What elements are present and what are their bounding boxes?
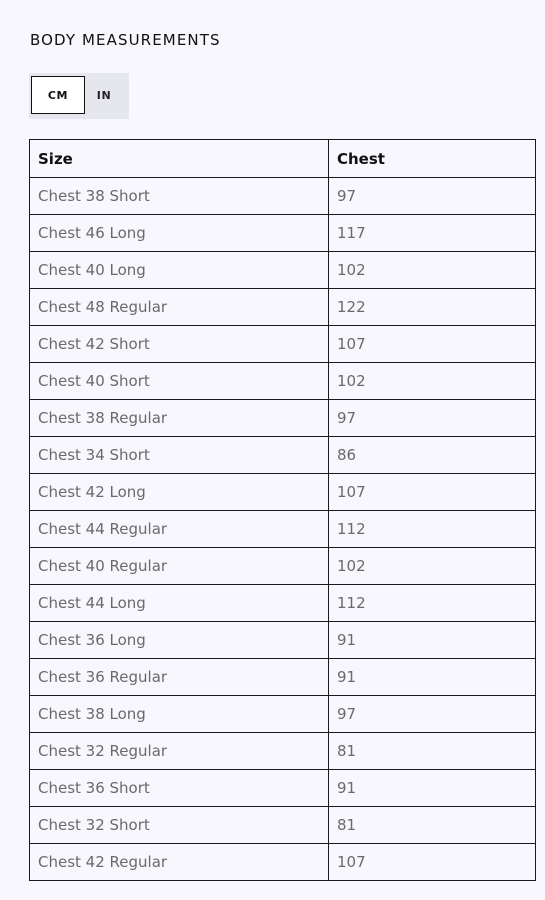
size-cell: Chest 40 Short [30,363,329,400]
chest-cell: 97 [329,178,536,215]
table-row [30,659,536,696]
table-row [30,844,536,881]
chest-cell: 81 [329,733,536,770]
table-row [30,474,536,511]
size-cell: Chest 48 Regular [30,289,329,326]
chest-cell: 122 [329,289,536,326]
size-cell: Chest 38 Short [30,178,329,215]
table-row [30,733,536,770]
size-cell: Chest 46 Long [30,215,329,252]
table-row [30,437,536,474]
header-size: Size [30,140,329,178]
table-row [30,363,536,400]
chest-cell: 107 [329,474,536,511]
chest-cell: 91 [329,770,536,807]
table-row [30,585,536,622]
table-body [30,178,536,881]
chest-cell: 102 [329,252,536,289]
size-cell: Chest 32 Short [30,807,329,844]
table-row [30,622,536,659]
chest-cell: 81 [329,807,536,844]
size-cell: Chest 38 Regular [30,400,329,437]
unit-toggle [29,73,129,119]
table-row [30,215,536,252]
size-cell: Chest 42 Short [30,326,329,363]
size-cell: Chest 42 Regular [30,844,329,881]
chest-cell: 102 [329,548,536,585]
chest-cell: 86 [329,437,536,474]
section-title: BODY MEASUREMENTS [30,31,221,49]
measurements-table [29,139,536,881]
table-row [30,400,536,437]
table-row [30,807,536,844]
table-row [30,178,536,215]
table-row [30,548,536,585]
chest-cell: 112 [329,585,536,622]
size-cell: Chest 36 Regular [30,659,329,696]
chest-cell: 102 [329,363,536,400]
size-cell: Chest 40 Regular [30,548,329,585]
size-cell: Chest 44 Long [30,585,329,622]
size-cell: Chest 32 Regular [30,733,329,770]
table-row [30,252,536,289]
size-cell: Chest 40 Long [30,252,329,289]
table-row [30,511,536,548]
chest-cell: 97 [329,400,536,437]
table-row [30,770,536,807]
chest-cell: 91 [329,659,536,696]
table-row [30,696,536,733]
size-cell: Chest 42 Long [30,474,329,511]
header-chest: Chest [329,140,536,178]
size-cell: Chest 44 Regular [30,511,329,548]
table-header-row [30,140,536,178]
unit-in-button[interactable]: IN [96,88,112,102]
table-row [30,326,536,363]
chest-cell: 107 [329,844,536,881]
size-cell: Chest 36 Long [30,622,329,659]
chest-cell: 97 [329,696,536,733]
chest-cell: 112 [329,511,536,548]
chest-cell: 117 [329,215,536,252]
size-cell: Chest 36 Short [30,770,329,807]
size-cell: Chest 34 Short [30,437,329,474]
chest-cell: 107 [329,326,536,363]
unit-cm-button[interactable]: CM [31,76,85,114]
table-row [30,289,536,326]
chest-cell: 91 [329,622,536,659]
size-cell: Chest 38 Long [30,696,329,733]
